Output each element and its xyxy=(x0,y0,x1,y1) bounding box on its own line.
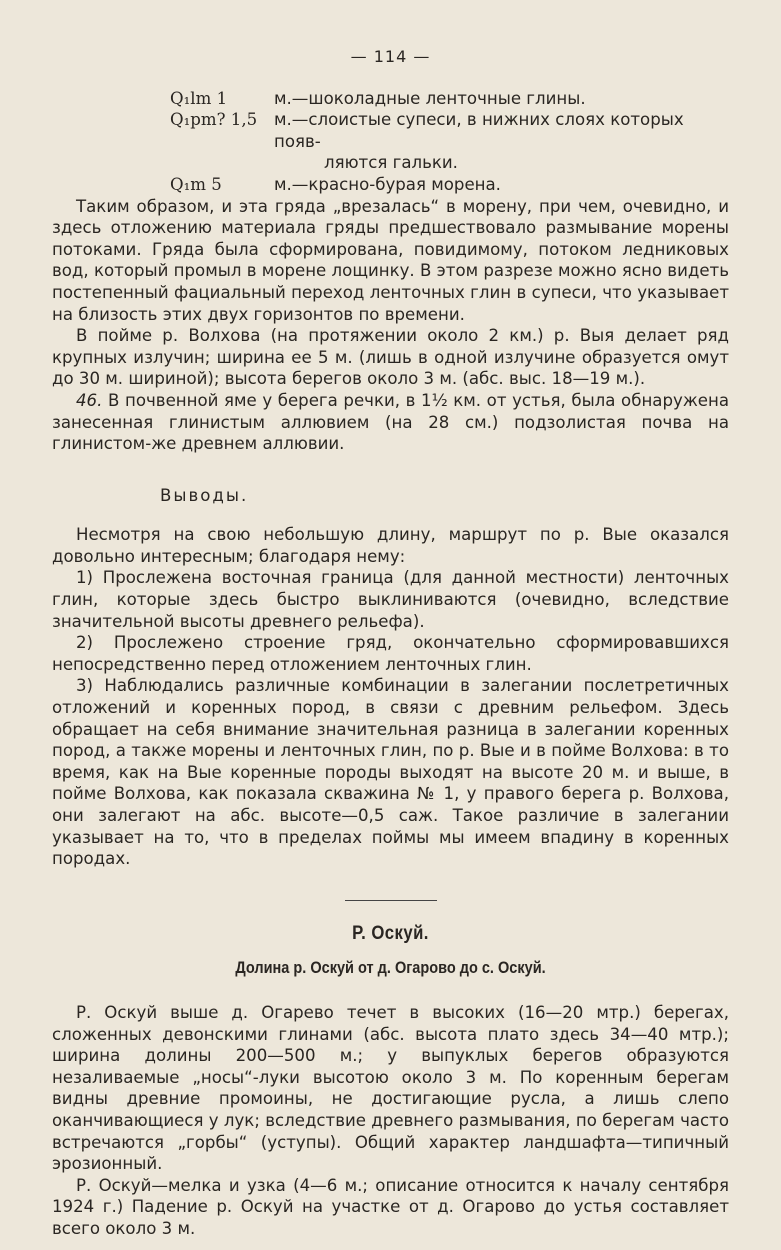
layer-code: Q₁lm 1 xyxy=(170,88,228,108)
layer-code: Q₁pm? 1,5 xyxy=(170,110,258,130)
layer-row xyxy=(52,88,729,110)
conclusion-item: 2) Прослежено строение гряд, окончательно сформировавшихся непосредственно перед отложением ленточных глин. xyxy=(52,633,729,674)
paragraph-text: В почвенной яме у берега речки, в 1½ км. от устья, была обнаружена занесенная глинистым аллювием (на 28 см.) подзолистая почва на глинистом-же древнем аллювии. xyxy=(52,390,729,454)
layer-description: м.—красно-бурая морена. xyxy=(274,174,501,194)
paragraph-oskuy-river: Р. Оскуй—мелка и узка (4—6 м.; описание относится к началу сентября 1924 г.) Падение р. Оскуй на участке от д. Огарово до устья составляет всего около 3 м. xyxy=(52,1175,729,1238)
paragraph-ridge: Таким образом, и эта гряда „врезалась“ в морену, при чем, очевидно, и здесь отложению материала гряды предшествовало размывание морены потоками. Гряда была сформирована, повидимому, потоком ледниковых вод, который промыл в морене лощинку. В этом разрезе можно ясно видеть постепенный фациальный переход ленточных глин в супеси, что указывает на близость этих двух горизонтов по времени. xyxy=(52,196,729,324)
layer-description-continued: ляются гальки. xyxy=(324,153,458,173)
point-number: 46. xyxy=(76,390,103,410)
paragraph-oskuy-valley: Р. Оскуй выше д. Огарево течет в высоких (16—20 мтр.) берегах, сложенных девонскими глинами (абс. высота плато здесь 34—40 мтр.); ширина долины 200—500 м.; у выпуклых берегов образуются незаливаемые „носы“-луки высотою около 3 м. По коренным берегам видны древние промоины, не достигающие русла, а лишь слепо оканчивающиеся у лук; вследствие древнего размывания, по берегам часто встречаются „горбы“ (уступы). Общий характер ландшафта—типичный эрозионный. xyxy=(52,1002,729,1174)
layer-description: м.—слоистые супеси, в нижних слоях которых появ- xyxy=(274,110,684,151)
layer-row xyxy=(52,109,729,152)
paragraph-soil-pit xyxy=(52,390,729,455)
section-divider xyxy=(345,900,437,901)
paragraph-volkhov-floodplain: В пойме р. Волхова (на протяжении около 2 км.) р. Выя делает ряд крупных излучин; ширина ее 5 м. (лишь в одной излучине образуется омут до 30 м. шириной); высота берегов около 3 м. (абс. выс. 18—19 м.). xyxy=(52,326,729,389)
paragraph-route-summary: Несмотря на свою небольшую длину, маршрут по р. Вые оказался довольно интересным; благодаря нему: xyxy=(52,525,729,566)
section-subtitle: Долина р. Оскуй от д. Огарово до с. Оскуй. xyxy=(235,959,546,978)
conclusions-heading: Выводы. xyxy=(160,485,249,505)
layer-row xyxy=(52,174,729,196)
conclusion-item: 3) Наблюдались различные комбинации в залегании послетретичных отложений и коренных пород, в связи с древним рельефом. Здесь обращает на себя внимание значительная разница в залегании коренных пород, а также морены и ленточных глин, по р. Вые и в пойме Волхова: в то время, как на Вые коренные породы выходят на высоте 20 м. и выше, в пойме Волхова, как показала скважина № 1, у правого берега р. Волхова, они залегают на абс. высоте—0,5 саж. Такое различие в залегании указывает на то, что в пределах поймы мы имеем впадину в коренных породах. xyxy=(52,676,729,869)
layer-description: м.—шоколадные ленточные глины. xyxy=(274,88,586,108)
layer-code: Q₁m 5 xyxy=(170,174,222,194)
section-title: Р. Оскуй. xyxy=(352,922,429,944)
conclusion-item: 1) Прослежена восточная граница (для данной местности) ленточных глин, которые здесь быстро выклиниваются (очевидно, вследствие значительной высоты древнего рельефа). xyxy=(52,568,729,631)
page-number: — 114 — xyxy=(350,47,431,66)
